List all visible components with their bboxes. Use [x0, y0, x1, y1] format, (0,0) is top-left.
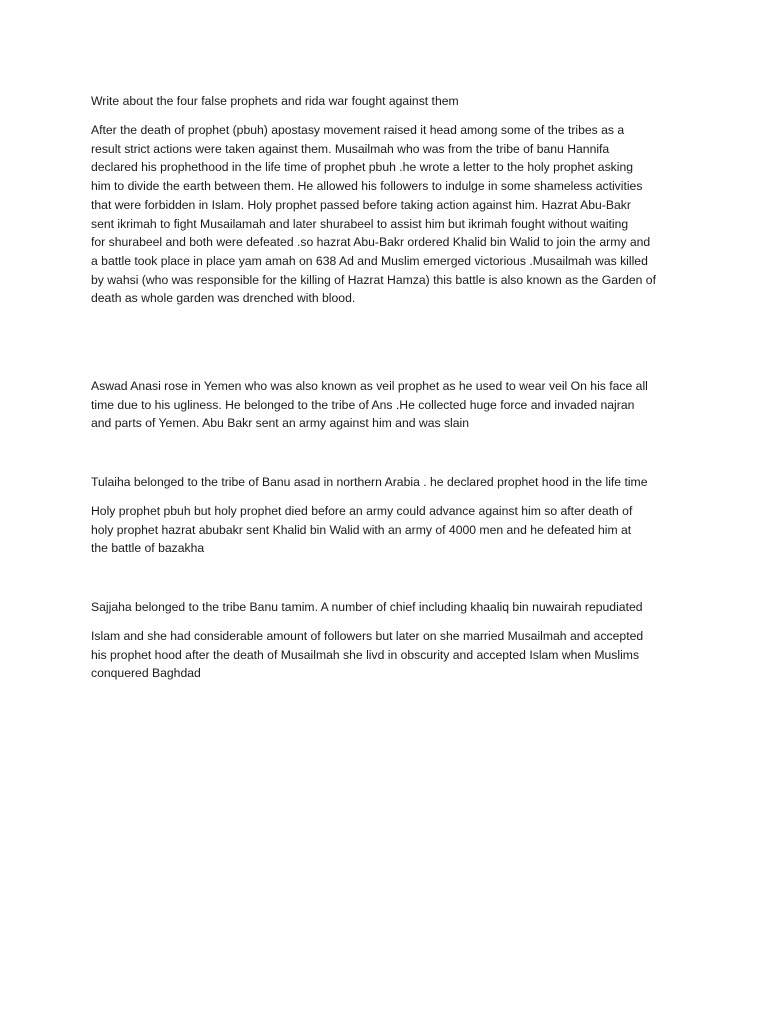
paragraph-line: a battle took place in place yam amah on 638 Ad and Muslim emerged victorious .Musailmah was killed — [91, 253, 648, 268]
paragraph-line: and parts of Yemen. Abu Bakr sent an army against him and was slain — [91, 416, 470, 431]
paragraph-line: Tulaiha belonged to the tribe of Banu asad in northern Arabia . he declared prophet hood in the life time — [91, 475, 648, 489]
paragraph-line: sent ikrimah to fight Musailamah and later shurabeel to assist him but ikrimah fought without waiting — [91, 216, 629, 231]
paragraph-line: by wahsi (who was responsible for the killing of Hazrat Hamza) this battle is also known as the Garden of — [91, 272, 656, 287]
paragraph-aswad-anasi — [91, 377, 691, 433]
paragraph-line: conquered Baghdad — [91, 666, 201, 681]
paragraph-sajjaha — [91, 627, 691, 683]
paragraph-line: Holy prophet pbuh but holy prophet died before an army could advance against him so after death of — [91, 504, 633, 518]
paragraph-line: Aswad Anasi rose in Yemen who was also known as veil prophet as he used to wear veil On his face all — [91, 379, 648, 393]
document-heading — [91, 92, 691, 111]
paragraph-line: his prophet hood after the death of Musailmah she livd in obscurity and accepted Islam when Muslims — [91, 647, 640, 662]
paragraph-line: for shurabeel and both were defeated .so hazrat Abu-Bakr ordered Khalid bin Walid to join the army and — [91, 235, 651, 250]
paragraph-line: time due to his ugliness. He belonged to the tribe of Ans .He collected huge force and invaded najran — [91, 397, 635, 412]
paragraph-line: Sajjaha belonged to the tribe Banu tamim. A number of chief including khaaliq bin nuwairah repudiated — [91, 600, 643, 614]
paragraph-line: that were forbidden in Islam. Holy prophet passed before taking action against him. Hazrat Abu-Bakr — [91, 197, 631, 212]
paragraph-line: Islam and she had considerable amount of followers but later on she married Musailmah and accepted — [91, 629, 644, 643]
paragraph-sajjaha-intro — [91, 598, 691, 617]
paragraph-line: the battle of bazakha — [91, 541, 205, 556]
paragraph-musailmah — [91, 121, 691, 308]
paragraph-line: him to divide the earth between them. He allowed his followers to indulge in some shameless activities — [91, 179, 643, 194]
paragraph-line: death as whole garden was drenched with blood. — [91, 291, 356, 306]
paragraph-line: declared his prophethood in the life time of prophet pbuh .he wrote a letter to the holy prophet asking — [91, 160, 634, 175]
paragraph-line: After the death of prophet (pbuh) apostasy movement raised it head among some of the tribes as a — [91, 123, 625, 137]
paragraph-tulaiha — [91, 502, 691, 558]
heading-line: Write about the four false prophets and rida war fought against them — [91, 94, 459, 108]
paragraph-line: result strict actions were taken against them. Musailmah who was from the tribe of banu Hannifa — [91, 141, 610, 156]
paragraph-line: holy prophet hazrat abubakr sent Khalid bin Walid with an army of 4000 men and he defeated him at — [91, 522, 632, 537]
paragraph-tulaiha-intro — [91, 473, 691, 492]
